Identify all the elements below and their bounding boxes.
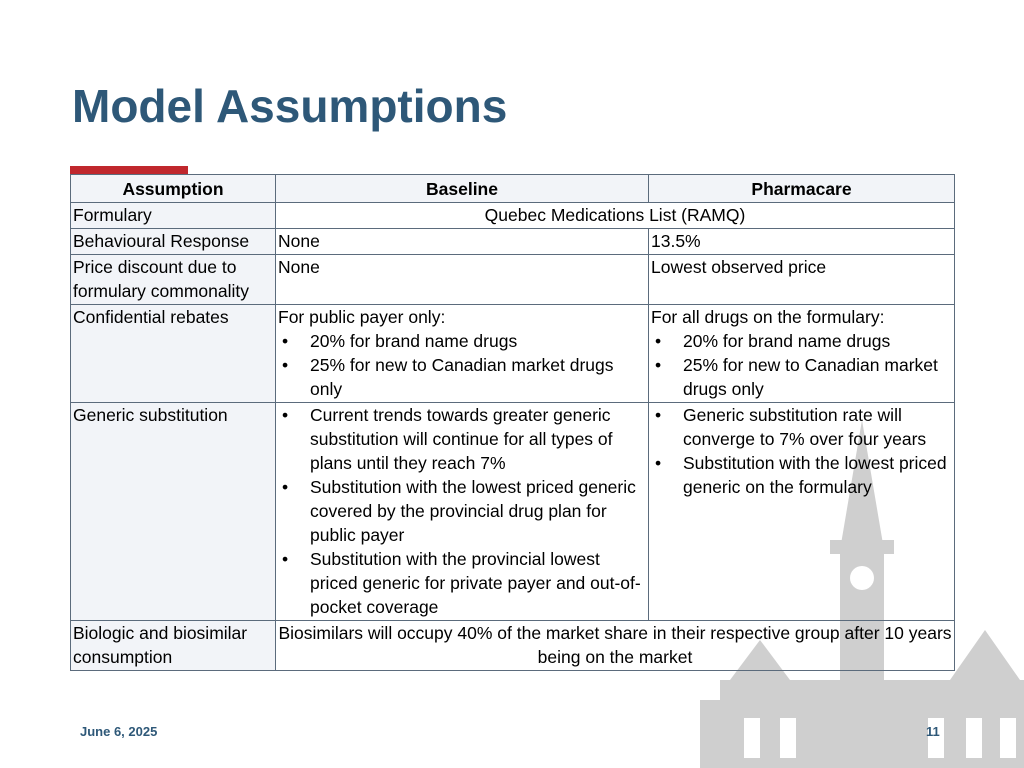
list-item: • Current trends towards greater generic substitution will continue for all types of plans until they reach 7% [278, 403, 646, 475]
behavioural-pharmacare-cell: 13.5% [649, 229, 955, 255]
header-pharmacare: Pharmacare [649, 175, 955, 203]
generic-pharmacare-list [651, 403, 952, 499]
rebates-baseline-cell [276, 305, 649, 403]
table-row [71, 305, 955, 403]
row-label-biologic: Biologic and biosimilar consumption [71, 621, 276, 671]
title-accent-bar [70, 166, 188, 174]
table-row [71, 203, 955, 229]
row-label-formulary: Formulary [71, 203, 276, 229]
table-header-row [71, 175, 955, 203]
generic-baseline-cell [276, 403, 649, 621]
table-row [71, 403, 955, 621]
list-item: • 20% for brand name drugs [278, 329, 646, 353]
table-row [71, 255, 955, 305]
row-label-price-discount: Price discount due to formulary commonality [71, 255, 276, 305]
rebates-baseline-list [278, 329, 646, 401]
assumptions-table [70, 174, 955, 671]
list-item: • Substitution with the provincial lowest priced generic for private payer and out-of-pocket coverage [278, 547, 646, 619]
rebates-pharmacare-list [651, 329, 952, 401]
rebates-pharmacare-cell [649, 305, 955, 403]
list-item: • Generic substitution rate will converge to 7% over four years [651, 403, 952, 451]
rebates-pharmacare-intro: For all drugs on the formulary: [651, 307, 885, 327]
table-row [71, 621, 955, 671]
biologic-merged-cell: Biosimilars will occupy 40% of the market share in their respective group after 10 years being on the market [276, 621, 955, 671]
row-label-behavioural: Behavioural Response [71, 229, 276, 255]
rebates-baseline-intro: For public payer only: [278, 307, 446, 327]
list-item: • 25% for new to Canadian market drugs only [278, 353, 646, 401]
row-label-generic: Generic substitution [71, 403, 276, 621]
header-baseline: Baseline [276, 175, 649, 203]
price-discount-pharmacare-cell: Lowest observed price [649, 255, 955, 305]
behavioural-baseline-cell: None [276, 229, 649, 255]
footer-date: June 6, 2025 [80, 724, 158, 739]
generic-baseline-list [278, 403, 646, 619]
price-discount-baseline-cell: None [276, 255, 649, 305]
generic-pharmacare-cell [649, 403, 955, 621]
page-number: 11 [926, 724, 940, 739]
header-assumption: Assumption [71, 175, 276, 203]
row-label-rebates: Confidential rebates [71, 305, 276, 403]
table-row [71, 229, 955, 255]
list-item: • Substitution with the lowest priced generic on the formulary [651, 451, 952, 499]
list-item: • 25% for new to Canadian market drugs only [651, 353, 952, 401]
formulary-merged-cell: Quebec Medications List (RAMQ) [276, 203, 955, 229]
list-item: • 20% for brand name drugs [651, 329, 952, 353]
list-item: • Substitution with the lowest priced generic covered by the provincial drug plan for public payer [278, 475, 646, 547]
page-title: Model Assumptions [72, 80, 508, 132]
